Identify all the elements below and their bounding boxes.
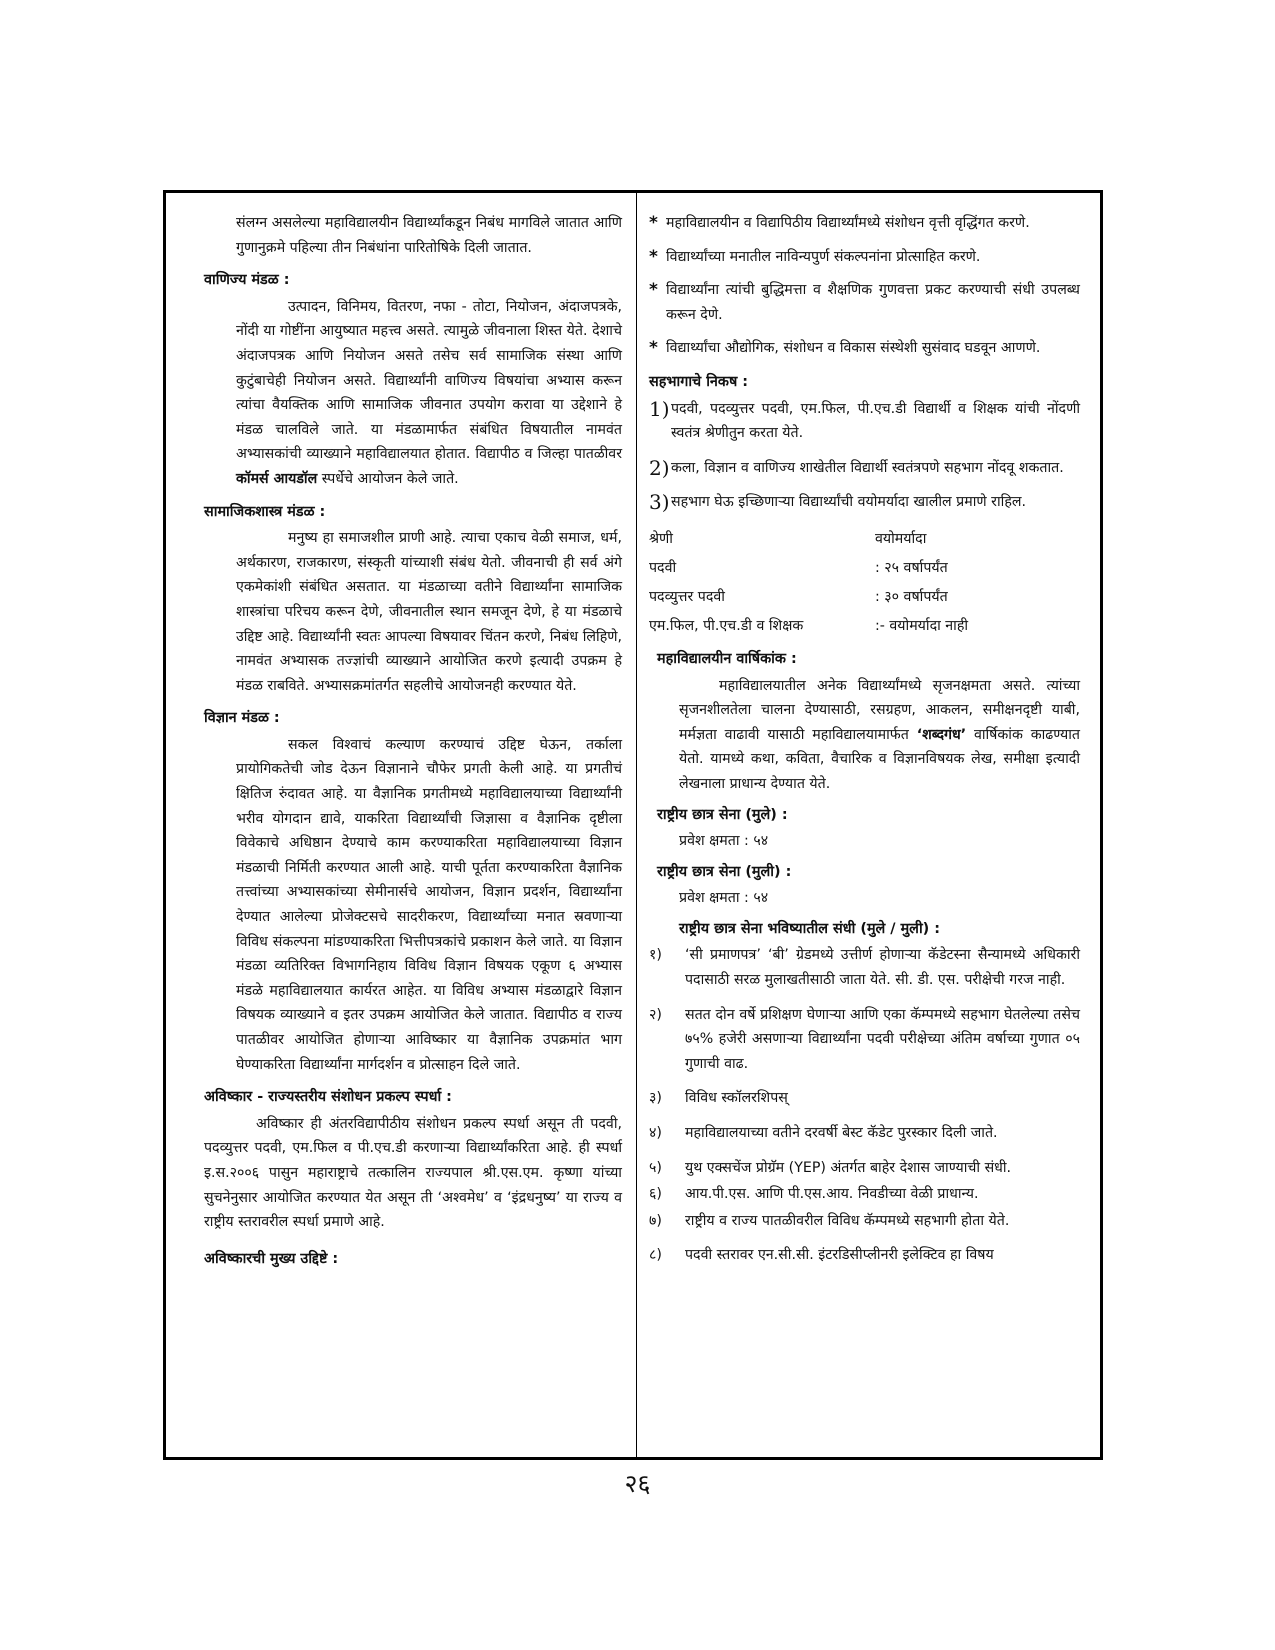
item-number: ३): [649, 1090, 662, 1107]
shabdagandh-bold: ‘शब्दगंध’: [916, 726, 967, 743]
social-science-paragraph: मनुष्य हा समाजशील प्राणी आहे. त्याचा एकाच वेळी समाज, धर्म, अर्थकारण, राजकारण, संस्कृती यांच्याशी संबंध येतो. जीवनाची ही सर्व अंगे एकमेकांशी संबंधित असतात. या मंडळाच्या वतीने विद्यार्थ्यांना सामाजिक शास्त्रांचा परिचय करून देणे, जीवनातील स्थान समजून देणे, हे या मंडळाचे उद्दिष्ट आहे. विद्यार्थ्यांनी स्वतः आपल्या विषयावर चिंतन करणे, निबंध लिहिणे, नामवंत अभ्यासक तज्ज्ञांची व्याख्याने आयोजित करणे इत्यादी उपक्रम हे मंडळ राबविते. अभ्यासक्रमांतर्गत सहलीचे आयोजनही करण्यात येते.: [236, 530, 622, 694]
objective-item: [649, 336, 1080, 361]
left-column: [166, 193, 636, 1457]
annual-text-1: महाविद्यालयातील अनेक विद्यार्थ्यांमध्ये सृजनक्षमता असते. त्यांच्या सृजनशीलतेला चालना देण्यासाठी, रसग्रहण, आकलन, समीक्षनदृष्टी याबी, मर्मज्ञता वाढावी यासाठी महाविद्यालयामार्फत: [679, 677, 1080, 743]
objective-text: विद्यार्थ्यांचा औद्योगिक, संशोधन व विकास संस्थेशी सुसंवाद घडवून आणणे.: [666, 340, 1041, 357]
criteria-text: सहभाग घेऊ इच्छिणाऱ्या विद्यार्थ्यांची वयोमर्यादा खालील प्रमाणे राहिल.: [671, 494, 1026, 511]
annual-text-2: वार्षिकांक काढण्यात येतो. यामध्ये कथा, कविता, वैचारिक व विज्ञानविषयक लेख, समीक्षा इत्यादी लेखनाला प्राधान्य देण्यात येते.: [679, 726, 1080, 792]
ncc-opportunity-item: [649, 943, 1080, 992]
intro-paragraph: संलग्न असलेल्या महाविद्यालयीन विद्यार्थ्यांकडून निबंध मागविले जातात आणि गुणानुक्रमे पहिल्या तीन निबंधांना पारितोषिके दिली जातात.: [236, 215, 622, 256]
ncc-girls-capacity: प्रवेश क्षमता : ५४: [679, 890, 769, 907]
annual-magazine-heading: महाविद्यालयीन वार्षिकांक :: [657, 650, 797, 667]
ncc-opportunity-item: [649, 1182, 1080, 1207]
ncc-opportunity-item: [649, 1209, 1080, 1234]
item-text: सतत दोन वर्षे प्रशिक्षण घेणाऱ्या आणि एका कॅम्पमध्ये सहभाग घेतलेल्या तसेच ७५% हजेरी असणाऱ्या विद्यार्थ्यांना पदवी परीक्षेच्या अंतिम वर्षाच्या गुणात ०५ गुणाची वाढ.: [685, 1006, 1080, 1072]
criteria-item: [649, 456, 1080, 481]
table-cell: पदवी: [649, 560, 677, 577]
criteria-number: 1): [649, 396, 670, 421]
table-cell: : ३० वर्षापर्यंत: [875, 589, 948, 606]
avishkar-paragraph: अविष्कार ही अंतरविद्यापीठीय संशोधन प्रकल्प स्पर्धा असून ती पदवी, पदव्युत्तर पदवी, एम.फिल व पी.एच.डी करणाऱ्या विद्यार्थ्यांकरिता आहे. ही स्पर्धा इ.स.२००६ पासुन महाराष्ट्राचे तत्कालिन राज्यपाल श्री.एस.एम. कृष्णा यांच्या सुचनेनुसार आयोजित करण्यात येत असून ती ‘अश्वमेध’ व ‘इंद्रधनुष्य’ या राज्य व राष्ट्रीय स्तरावरील स्पर्धा प्रमाणे आहे.: [204, 1115, 622, 1231]
criteria-item: [649, 490, 1080, 515]
commerce-idol-bold: कॉमर्स आयडॉल: [236, 470, 318, 487]
item-number: ४): [649, 1125, 662, 1142]
page-frame: [163, 190, 1103, 1460]
ncc-girls-heading: राष्ट्रीय छात्र सेना (मुली) :: [657, 863, 792, 880]
criteria-number: 3): [649, 490, 670, 515]
item-text: विविध स्कॉलरशिपस्: [685, 1090, 788, 1107]
objective-item: [649, 278, 1080, 327]
item-text: पदवी स्तरावर एन.सी.सी. इंटरडिसीप्लीनरी इलेक्टिव हा विषय: [685, 1247, 994, 1264]
table-cell: :- वयोमर्यादा नाही: [875, 618, 969, 635]
annual-magazine-paragraph: [649, 674, 1080, 797]
bullet-marker: *: [649, 213, 658, 233]
ncc-opportunity-item: [649, 1243, 1080, 1268]
objective-text: महाविद्यालयीन व विद्यापिठीय विद्यार्थ्यांमध्ये संशोधन वृत्ती वृद्धिंगत करणे.: [666, 215, 1030, 231]
objective-text: विद्यार्थ्यांना त्यांची बुद्धिमत्ता व शैक्षणिक गुणवत्ता प्रकट करण्याची संधी उपलब्ध करून देणे.: [666, 282, 1080, 323]
bullet-marker: *: [649, 246, 658, 267]
item-number: २): [649, 1006, 662, 1023]
criteria-heading: सहभागाचे निकष :: [649, 373, 749, 390]
criteria-text: पदवी, पदव्युत्तर पदवी, एम.फिल, पी.एच.डी विद्यार्थी व शिक्षक यांची नोंदणी स्वतंत्र श्रेणीतुन करता येते.: [671, 400, 1080, 442]
table-header-cell: श्रेणी: [649, 531, 673, 548]
bullet-marker: *: [649, 280, 658, 301]
ncc-boys-capacity: प्रवेश क्षमता : ५४: [679, 833, 769, 850]
ncc-opportunity-item: [649, 1121, 1080, 1146]
objective-text: विद्यार्थ्यांच्या मनातील नाविन्यपुर्ण संकल्पनांना प्रोत्साहित करणे.: [666, 248, 981, 265]
ncc-opportunity-item: [649, 1086, 1080, 1111]
commerce-text-1: उत्पादन, विनिमय, वितरण, नफा - तोटा, नियोजन, अंदाजपत्रके, नोंदी या गोष्टींना आयुष्यात महत्त्व असते. त्यामुळे जीवनाला शिस्त येते. देशाचे अंदाजपत्रक आणि नियोजन असते तसेच सर्व सामाजिक संस्था आणि कुटुंबाचेही नियोजन असते. विद्यार्थ्यांनी वाणिज्य विषयांचा अभ्यास करून त्यांचा वैयक्तिक आणि सामाजिक जीवनात उपयोग करावा या उद्देशाने हे मंडळ चालविले जाते. या मंडळामार्फत संबंधित विषयातील नामवंत अभ्यासकांची व्याख्याने महाविद्यालयात होतात. विद्यापीठ व जिल्हा पातळीवर: [236, 298, 622, 463]
item-text: ‘सी प्रमाणपत्र’ ‘बी’ ग्रेडमध्ये उत्तीर्ण होणाऱ्या कॅडेटस्ना सैन्यामध्ये अधिकारी पदासाठी सरळ मुलाखतीसाठी जाता येते. सी. डी. एस. परीक्षेची गरज नाही.: [685, 947, 1080, 989]
science-paragraph: सकल विश्वाचं कल्याण करण्याचं उद्दिष्ट घेऊन, तर्काला प्रायोगिकतेची जोड देऊन विज्ञानाने चौफेर प्रगती केली आहे. या प्रगतीचं क्षितिज रुंदावत आहे. या वैज्ञानिक प्रगतीमध्ये महाविद्यालयाच्या विद्यार्थ्यांनी भरीव योगदान द्यावे, याकरिता विद्यार्थ्यांची जिज्ञासा व वैज्ञानिक दृष्टीला विवेकाचे अधिष्ठान देण्याचे काम करण्याकरिता महाविद्यालयाच्या विज्ञान मंडळाची निर्मिती करण्यात आली आहे. याची पूर्तता करण्याकरिता वैज्ञानिक तत्त्वांच्या अभ्यासकांच्या सेमीनार्सचे आयोजन, विज्ञान प्रदर्शन, विद्यार्थ्यांना देण्यात आलेल्या प्रोजेक्टसचे सादरीकरण, विद्यार्थ्यांच्या मनात स्रवणाऱ्या विविध संकल्पना मांडण्याकरिता भित्तीपत्रकांचे प्रकाशन केले जाते. या विज्ञान मंडळा व्यतिरिक्त विभागनिहाय विविध विज्ञान विषयक एकूण ६ अभ्यास मंडळे महाविद्यालयात कार्यरत आहेत. या विविध अभ्यास मंडळाद्वारे विज्ञान विषयक व्याख्याने व इतर उपक्रम आयोजित केले जातात. विद्यापीठ व राज्य पातळीवर आयोजित होणाऱ्या आविष्कार या वैज्ञानिक उपक्रमांत भाग घेण्याकरिता विद्यार्थ्यांना मार्गदर्शन व प्रोत्साहन दिले जाते.: [236, 736, 622, 1073]
item-text: महाविद्यालयाच्या वतीने दरवर्षी बेस्ट कॅडेट पुरस्कार दिली जाते.: [685, 1125, 998, 1142]
objective-item: [649, 245, 1080, 270]
table-row: [649, 554, 968, 583]
item-text: युथ एक्सचेंज प्रोग्रॅम (YEP) अंतर्गत बाहेर देशास जाण्याची संधी.: [685, 1159, 1012, 1176]
ncc-opportunity-item: [649, 1156, 1080, 1181]
table-cell: : २५ वर्षापर्यंत: [875, 560, 948, 577]
objective-item: [649, 211, 1080, 236]
criteria-number: 2): [649, 455, 670, 480]
table-cell: एम.फिल, पी.एच.डी व शिक्षक: [649, 618, 804, 635]
bullet-marker: *: [649, 338, 658, 359]
table-row: [649, 612, 968, 641]
item-number: ८): [649, 1247, 662, 1264]
criteria-item: [649, 397, 1080, 446]
item-number: ५): [649, 1159, 662, 1176]
avishkar-heading: अविष्कार - राज्यस्तरीय संशोधन प्रकल्प स्पर्धा :: [204, 1089, 452, 1106]
table-row: [649, 583, 968, 612]
table-cell: पदव्युत्तर पदवी: [649, 589, 725, 606]
right-column: [637, 193, 1100, 1457]
page-number: २६: [624, 1469, 651, 1498]
ncc-boys-heading: राष्ट्रीय छात्र सेना (मुले) :: [657, 806, 788, 823]
item-number: १): [649, 947, 662, 964]
avishkar-objectives-heading: अविष्कारची मुख्य उद्दिष्टे :: [204, 1250, 339, 1267]
criteria-text: कला, विज्ञान व वाणिज्य शाखेतील विद्यार्थी स्वतंत्रपणे सहभाग नोंदवू शकतात.: [671, 459, 1064, 476]
commerce-heading: वाणिज्य मंडळ :: [204, 272, 290, 289]
commerce-text-2: स्पर्धेचे आयोजन केले जाते.: [317, 470, 459, 487]
table-header-cell: वयोमर्यादा: [875, 531, 927, 548]
ncc-future-heading: राष्ट्रीय छात्र सेना भविष्यातील संधी (मुले / मुली) :: [679, 920, 941, 937]
item-text: राष्ट्रीय व राज्य पातळीवरील विविध कॅम्पमध्ये सहभागी होता येते.: [685, 1212, 1010, 1229]
item-number: ६): [649, 1186, 662, 1203]
ncc-opportunity-item: [649, 1003, 1080, 1077]
commerce-paragraph: [196, 295, 622, 492]
table-header-row: [649, 525, 968, 554]
social-science-heading: सामाजिकशास्त्र मंडळ :: [204, 503, 326, 520]
item-number: ७): [649, 1212, 662, 1229]
item-text: आय.पी.एस. आणि पी.एस.आय. निवडीच्या वेळी प्राधान्य.: [685, 1186, 979, 1203]
age-limit-table: [649, 525, 968, 641]
science-heading: विज्ञान मंडळ :: [204, 710, 280, 727]
